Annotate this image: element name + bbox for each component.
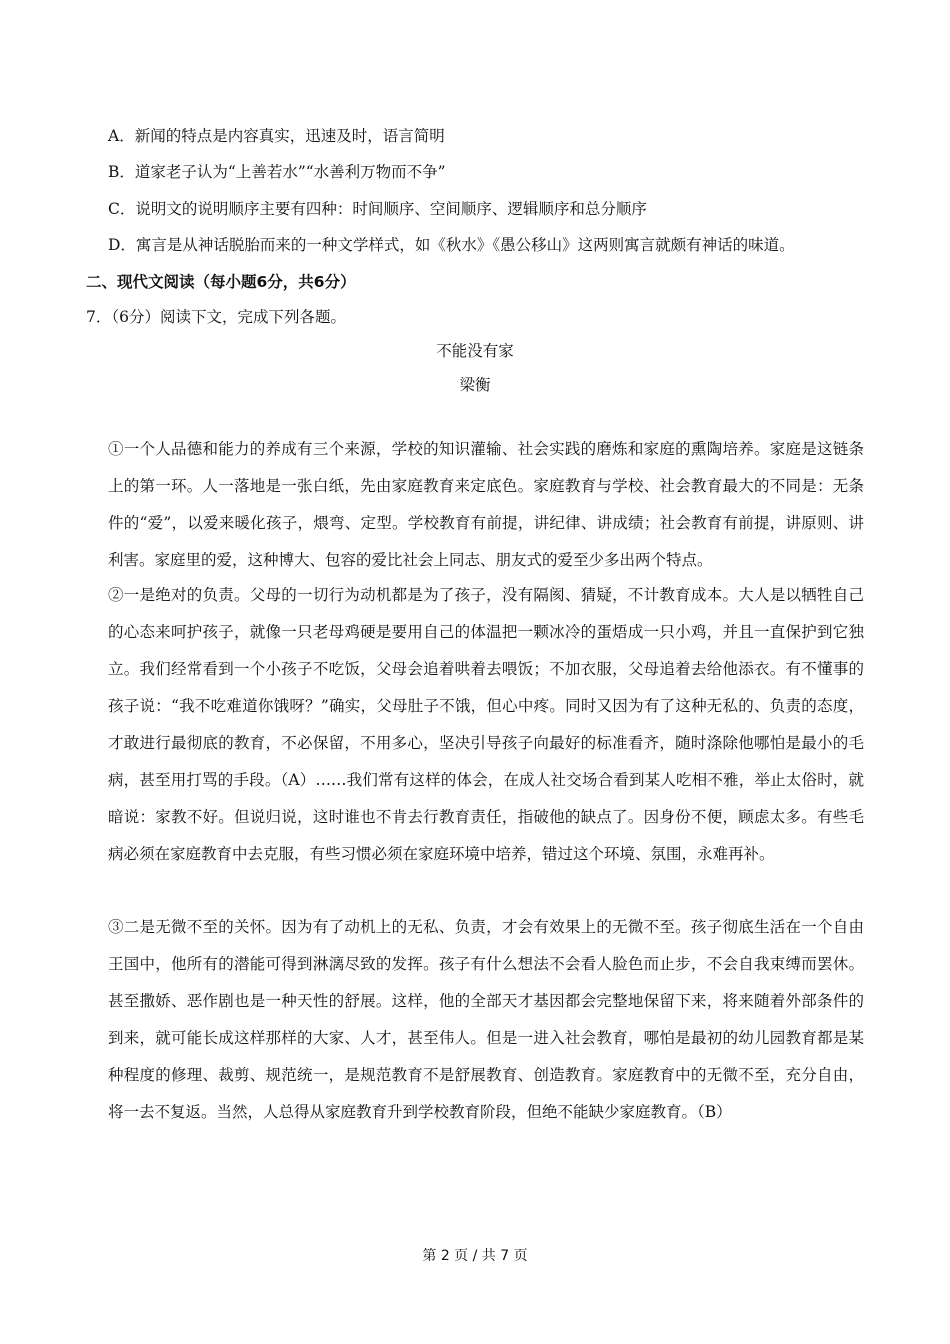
article-paragraph-3: ③二是无微不至的关怀。因为有了动机上的无私、负责，才会有效果上的无微不至。孩子彻底生活在一个自由王国中，他所有的潜能可得到淋漓尽致的发挥。孩子有什么想法不会看人脸色而止步，不会自我束缚而罢休。甚至撒娇、恶作剧也是一种天性的舒展。这样，他的全部天才基因都会完整地保留下来，将来随着外部条件的到来，就可能长成这样那样的大家、人才，甚至伟人。但是一进入社会教育，哪怕是最初的幼儿园教育都是某种程度的修理、裁剪、规范统一，是规范教育不是舒展教育、创造教育。家庭教育中的无微不至，充分自由，将一去不复返。当然，人总得从家庭教育升到学校教育阶段，但绝不能缺少家庭教育。（B） [108,918,864,1121]
option-b: B．道家老子认为“上善若水”“水善利万物而不争” [108,163,446,181]
option-d: D．寓言是从神话脱胎而来的一种文学样式，如《秋水》《愚公移山》这两则寓言就颇有神话的味道。 [108,236,795,254]
option-a: A．新闻的特点是内容真实，迅速及时，语言简明 [108,127,445,145]
article-title: 不能没有家 [436,342,514,360]
article-paragraph-1: ①一个人品德和能力的养成有三个来源，学校的知识灌输、社会实践的磨炼和家庭的熏陶培养。家庭是这链条上的第一环。人一落地是一张白纸，先由家庭教育来定底色。家庭教育与学校、社会教育最大的不同是：无条件的“爱”，以爱来暖化孩子，煨弯、定型。学校教育有前提，讲纪律、讲成绩；社会教育有前提，讲原则、讲利害。家庭里的爱，这种博大、包容的爱比社会上同志、朋友式的爱至少多出两个特点。 [108,440,864,569]
section-heading: 二、现代文阅读（每小题6分，共6分） [86,273,356,291]
article-paragraph-2: ②一是绝对的负责。父母的一切行为动机都是为了孩子，没有隔阂、猜疑，不计教育成本。大人是以牺牲自己的心态来呵护孩子，就像一只老母鸡硬是要用自己的体温把一颗冰冷的蛋焐成一只小鸡，并且一直保护到它独立。我们经常看到一个小孩子不吃饭，父母会追着哄着去喂饭；不加衣服，父母追着去给他添衣。有不懂事的孩子说：“我不吃难道你饿呀？”确实，父母肚子不饿，但心中疼。同时又因为有了这种无私的、负责的态度，才敢进行最彻底的教育，不必保留，不用多心，坚决引导孩子向最好的标准看齐，随时涤除他哪怕是最小的毛病，甚至用打骂的手段。（A）……我们常有这样的体会，在成人社交场合看到某人吃相不雅，举止太俗时，就暗说：家教不好。但说归说，这时谁也不肯去行教育责任，指破他的缺点了。因身份不便，顾虑太多。有些毛病必须在家庭教育中去克服，有些习惯必须在家庭环境中培养，错过这个环境、氛围，永难再补。 [108,586,864,863]
option-c: C．说明文的说明顺序主要有四种：时间顺序、空间顺序、逻辑顺序和总分顺序 [108,200,647,218]
question-stem: 7．（6分）阅读下文，完成下列各题。 [86,308,346,326]
article-author: 梁衡 [459,376,491,394]
page-footer: 第 2 页 / 共 7 页 [422,1248,528,1264]
